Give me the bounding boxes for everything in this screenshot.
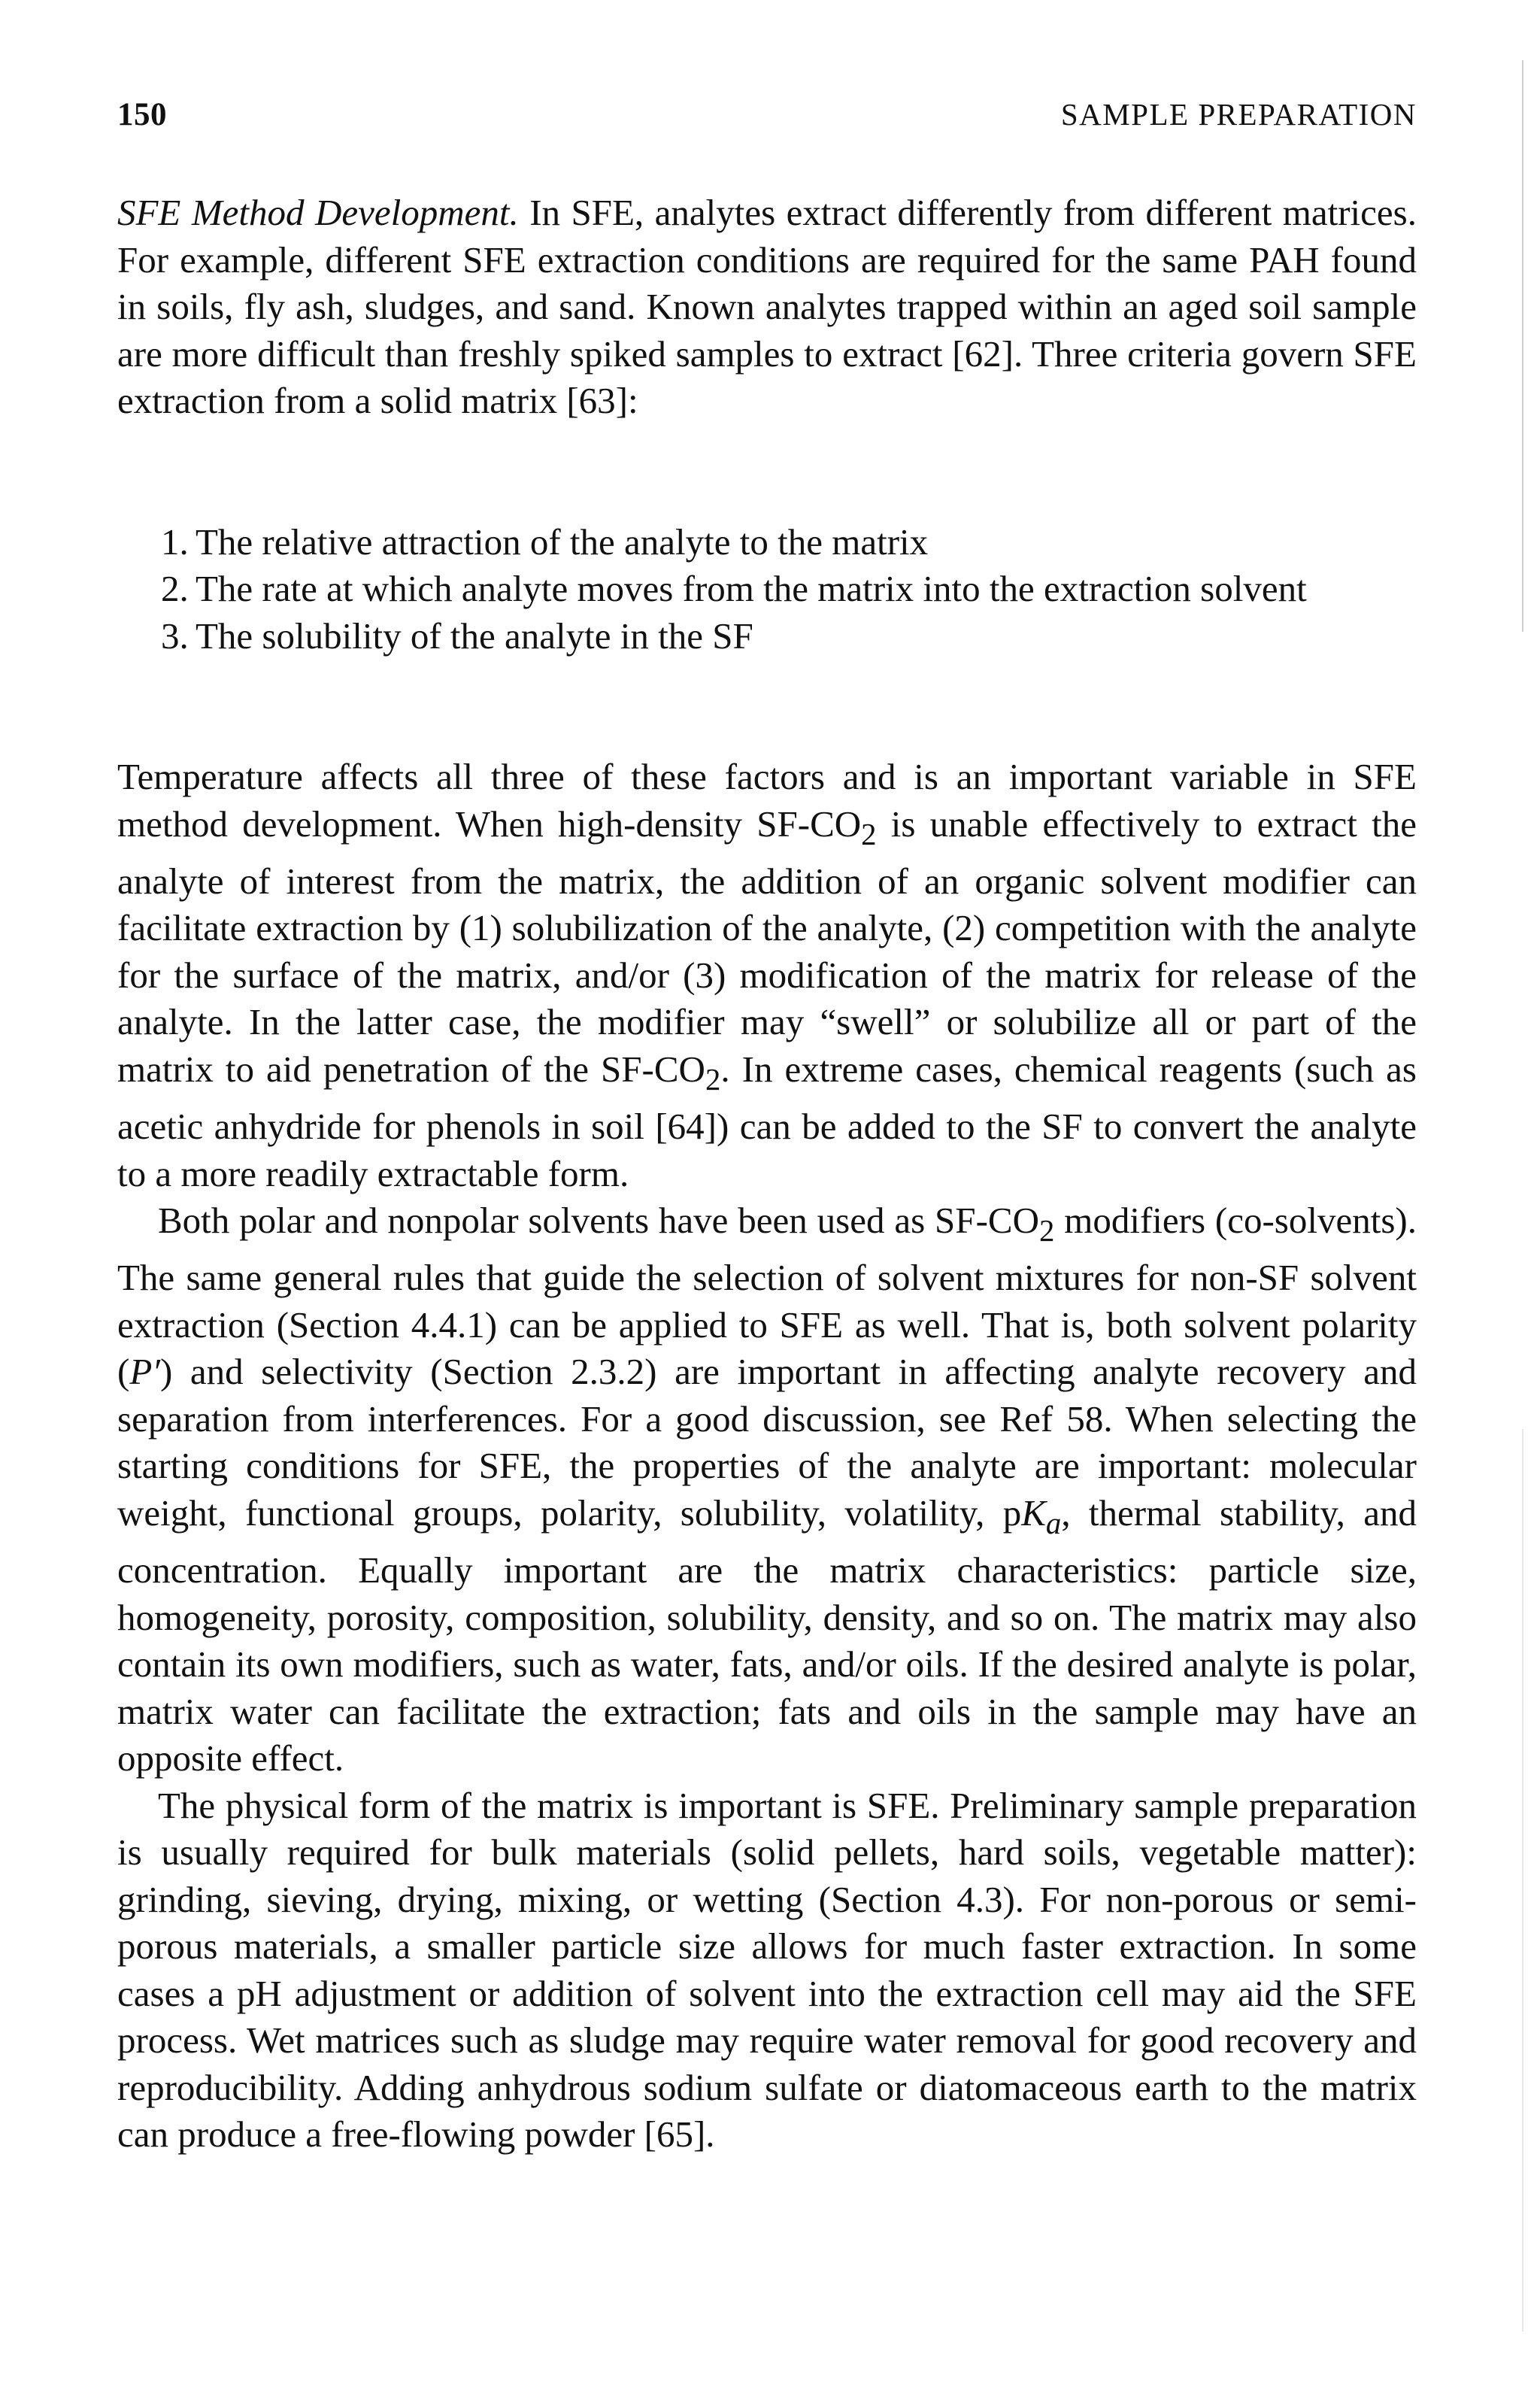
page-number: 150 [117, 97, 167, 132]
text-run: , thermal stability, and concentration. Equally important are the matrix characteristics: particle size, homogeneity, porosity, composition, solubility, density, and so on. The matrix may also contain its own modifiers, such as water, fats, and/or oils. If the desired analyte is polar, matrix water can facilitate the extraction; fats and oils in the sample may have an opposite effect. [117, 1491, 1417, 1779]
list-item-text: The solubility of the analyte in the SF [196, 614, 753, 657]
paragraph-physical-form: The physical form of the matrix is important is SFE. Preliminary sample preparation is usually required for bulk materials (solid pellets, hard soils, vegetable matter): grinding, sieving, drying, mixing, or wetting (Section 4.3). For non-porous or semi-porous materials, a smaller particle size allows for much faster extraction. In some cases a pH adjustment or addition of solvent into the extraction cell may aid the SFE process. Wet matrices such as sludge may require water removal for good recovery and reproducibility. Adding anhydrous sodium sulfate or diatomaceous earth to the matrix can produce a free-flowing powder [65]. [117, 1784, 1417, 2156]
criteria-list [117, 519, 1417, 660]
scan-edge-line [1522, 60, 1523, 632]
scan-edge-line [1522, 1429, 1523, 2332]
list-item-text: The rate at which analyte moves from the matrix into the extraction solvent [196, 568, 1307, 609]
text-run: ) and selectivity (Section 2.3.2) are important in affecting analyte recovery and separation from interferences. For a good discussion, see Ref 58. When selecting the starting conditions for SFE, the properties of the analyte are important: molecular weight, functional groups, polarity, solubility, volatility, p [117, 1351, 1417, 1534]
body-text [117, 190, 1417, 2159]
text-run: Both polar and nonpolar solvents have been used as SF-CO [158, 1200, 1039, 1242]
list-item-text: The relative attraction of the analyte to the matrix [196, 520, 929, 563]
subscript: 2 [705, 1062, 721, 1097]
text-run: modifiers (co-solvents). The same general rules that guide the selection of solvent mixtures for non-SF solvent extraction (Section 4.4.1) can be applied to SFE as well. That is, both solvent polarity ( [117, 1200, 1417, 1393]
list-item [161, 613, 1417, 660]
subscript: 2 [861, 817, 877, 851]
list-item-number: 1. [161, 520, 189, 563]
list-item-number: 3. [161, 614, 189, 657]
run-in-heading: SFE Method Development. [117, 192, 519, 233]
running-head [117, 96, 1417, 141]
polarity-symbol: P′ [129, 1351, 160, 1393]
paragraph-temperature [117, 754, 1417, 1197]
list-item-number: 2. [161, 568, 189, 609]
running-title: SAMPLE PREPARATION [1060, 97, 1417, 132]
intro-paragraph [117, 190, 1417, 425]
intro-text: In SFE, analytes extract differently from different matrices. For example, different SFE extraction conditions are required for the same PAH found in soils, fly ash, sludges, and sand. Known analytes trapped within an aged soil sample are more difficult than freshly spiked samples to extract [62]. Three criteria govern SFE extraction from a solid matrix [63]: [117, 192, 1417, 421]
pka-symbol: K [1021, 1491, 1046, 1534]
text-run: . In extreme cases, chemical reagents (such as acetic anhydride for phenols in soil [64]) can be added to the SF to convert the analyte to a more readily extractable form. [117, 1048, 1417, 1194]
subscript: a [1045, 1506, 1062, 1540]
list-item [161, 566, 1417, 613]
text-run: Temperature affects all three of these factors and is an important variable in SFE method development. When high-density SF-CO [117, 756, 1417, 845]
list-item [161, 519, 1417, 566]
text-run: is unable effectively to extract the analyte of interest from the matrix, the addition of an organic solvent modifier can facilitate extraction by (1) solubilization of the analyte, (2) competition with the analyte for the surface of the matrix, and/or (3) modification of the matrix for release of the analyte. In the latter case, the modifier may “swell” or solubilize all or part of the matrix to aid penetration of the SF-CO [117, 803, 1417, 1090]
paragraph-modifiers [117, 1197, 1417, 1783]
subscript: 2 [1038, 1213, 1055, 1248]
